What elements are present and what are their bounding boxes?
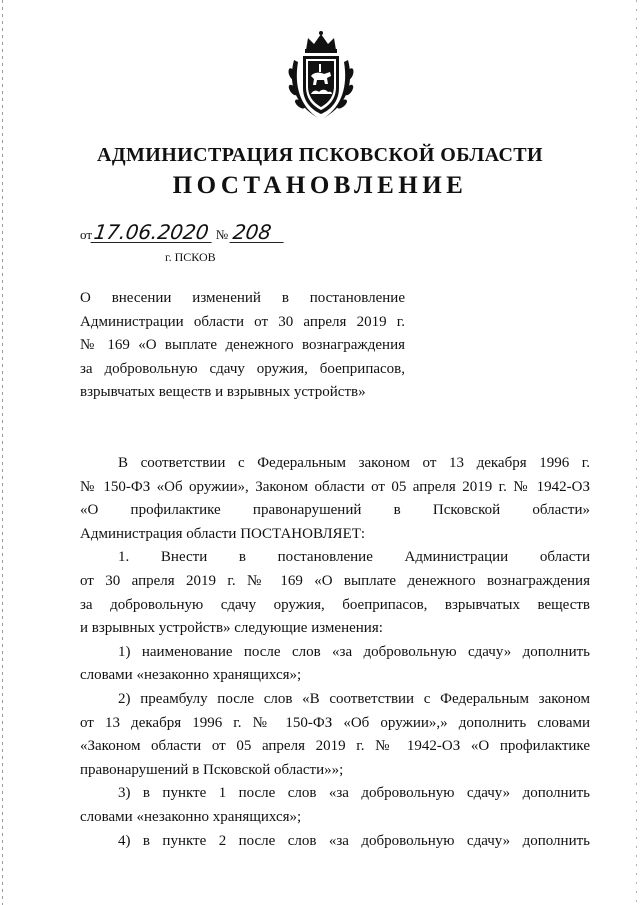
body-line: правонарушений в Псковской области»»; — [80, 761, 344, 778]
subject-line: за добровольную сдачу оружия, боеприпасов, — [80, 360, 405, 377]
subject-line: взрывчатых веществ и взрывных устройств» — [80, 384, 366, 401]
registration-line — [80, 222, 285, 243]
body-line: от 30 апреля 2019 г. № 169 «О выплате денежного вознаграждения — [80, 572, 590, 589]
document-type-title: ПОСТАНОВЛЕНИЕ — [172, 172, 468, 199]
scan-edge-right — [636, 0, 637, 905]
body-line: 1. Внести в постановление Администрации области — [118, 549, 590, 566]
body-line: 2) преамбулу после слов «В соответствии с Федеральным законом — [118, 690, 590, 707]
registration-date: 17.06.2020 — [91, 222, 214, 243]
body-line: и взрывных устройств» следующие изменения: — [80, 620, 383, 637]
subject-line: № 169 «О выплате денежного вознаграждения — [80, 337, 405, 354]
city-label: г. ПСКОВ — [165, 250, 216, 264]
date-prefix: от — [80, 227, 93, 242]
document-subject — [80, 287, 405, 405]
subject-line: Администрации области от 30 апреля 2019 г. — [80, 313, 405, 330]
body-line: от 13 декабря 1996 г. № 150-ФЗ «Об оружии»,» дополнить словами — [80, 714, 590, 731]
body-line: 1) наименование после слов «за добровольную сдачу» дополнить — [118, 643, 590, 660]
body-line: В соответствии с Федеральным законом от 13 декабря 1996 г. — [118, 455, 590, 471]
registration-number: 208 — [230, 222, 287, 243]
body-line: за добровольную сдачу оружия, боеприпасов, взрывчатых веществ — [80, 596, 590, 613]
body-line: 4) в пункте 2 после слов «за добровольную сдачу» дополнить — [118, 832, 590, 849]
body-line: Администрация области ПОСТАНОВЛЯЕТ: — [80, 525, 366, 542]
body-line: 3) в пункте 1 после слов «за добровольную сдачу» дополнить — [118, 785, 590, 802]
subject-line: О внесении изменений в постановление — [80, 290, 405, 306]
document-body — [80, 452, 590, 853]
number-prefix: № — [215, 227, 229, 242]
body-line: словами «незаконно хранящихся»; — [80, 808, 302, 825]
scan-edge-left — [2, 0, 3, 905]
body-line: № 150-ФЗ «Об оружии», Законом области от 05 апреля 2019 г. № 1942-ОЗ — [80, 478, 590, 495]
coat-of-arms-icon — [284, 30, 358, 122]
body-line: «Законом области от 05 апреля 2019 г. № 1942-ОЗ «О профилактике — [80, 738, 590, 755]
body-line: «О профилактике правонарушений в Псковской области» — [80, 502, 590, 519]
body-line: словами «незаконно хранящихся»; — [80, 667, 302, 684]
organization-title: АДМИНИСТРАЦИЯ ПСКОВСКОЙ ОБЛАСТИ — [96, 144, 544, 166]
